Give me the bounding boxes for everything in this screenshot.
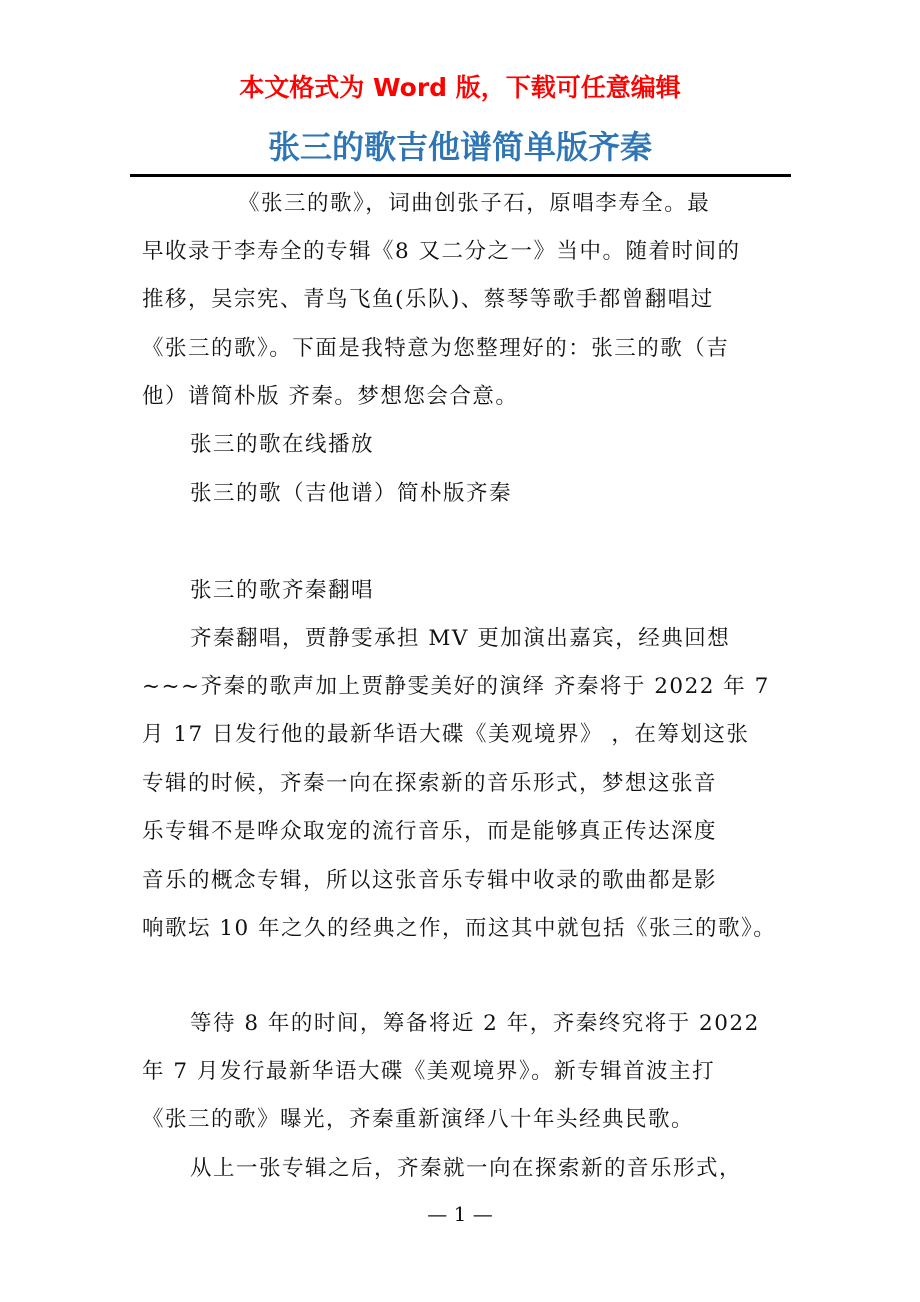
section-heading: 张三的歌齐秦翻唱 xyxy=(190,578,375,603)
paragraph-line: 早收录于李寿全的专辑《8 又二分之一》当中。随着时间的 xyxy=(142,239,741,264)
document-title: 张三的歌吉他谱简单版齐秦 xyxy=(267,128,652,166)
paragraph-line: 等待 8 年的时间，筹备将近 2 年，齐秦终究将于 2022 xyxy=(190,1011,760,1036)
paragraph-line: 专辑的时候，齐秦一向在探索新的音乐形式，梦想这张音 xyxy=(142,771,718,796)
paragraph-line: 月 17 日发行他的最新华语大碟《美观境界》 ，在筹划这张 xyxy=(142,722,750,747)
page-number: — 1 — xyxy=(427,1202,493,1226)
paragraph-line: 《张三的歌》曝光，齐秦重新演绎八十年头经典民歌。 xyxy=(142,1107,695,1132)
paragraph-line: 年 7 月发行最新华语大碟《美观境界》。新专辑首波主打 xyxy=(142,1059,716,1084)
title-divider xyxy=(130,174,791,177)
link-guitar-tab: 张三的歌（吉他谱）简朴版齐秦 xyxy=(190,481,513,506)
paragraph-line: 《张三的歌》，词曲创张子石，原唱李寿全。最 xyxy=(238,191,711,216)
paragraph-line: 他）谱简朴版 齐秦。梦想您会合意。 xyxy=(142,384,519,409)
paragraph-line: 从上一张专辑之后，齐秦就一向在探索新的音乐形式， xyxy=(190,1156,743,1181)
paragraph-line: 响歌坛 10 年之久的经典之作，而这其中就包括《张三的歌》。 xyxy=(142,916,777,941)
paragraph-line: ~~~齐秦的歌声加上贾静雯美好的演绎 齐秦将于 2022 年 7 xyxy=(142,674,770,699)
paragraph-line: 齐秦翻唱，贾静雯承担 MV 更加演出嘉宾，经典回想 xyxy=(190,626,731,651)
paragraph-line: 《张三的歌》。下面是我特意为您整理好的：张三的歌（吉 xyxy=(142,336,730,361)
format-notice-banner: 本文格式为 Word 版，下载可任意编辑 xyxy=(239,73,681,102)
paragraph-line: 推移，吴宗宪、青鸟飞鱼(乐队)、蔡琴等歌手都曾翻唱过 xyxy=(142,287,714,312)
paragraph-line: 音乐的概念专辑，所以这张音乐专辑中收录的歌曲都是影 xyxy=(142,868,718,893)
link-online-play: 张三的歌在线播放 xyxy=(190,432,375,457)
paragraph-line: 乐专辑不是哗众取宠的流行音乐，而是能够真正传达深度 xyxy=(142,819,718,844)
